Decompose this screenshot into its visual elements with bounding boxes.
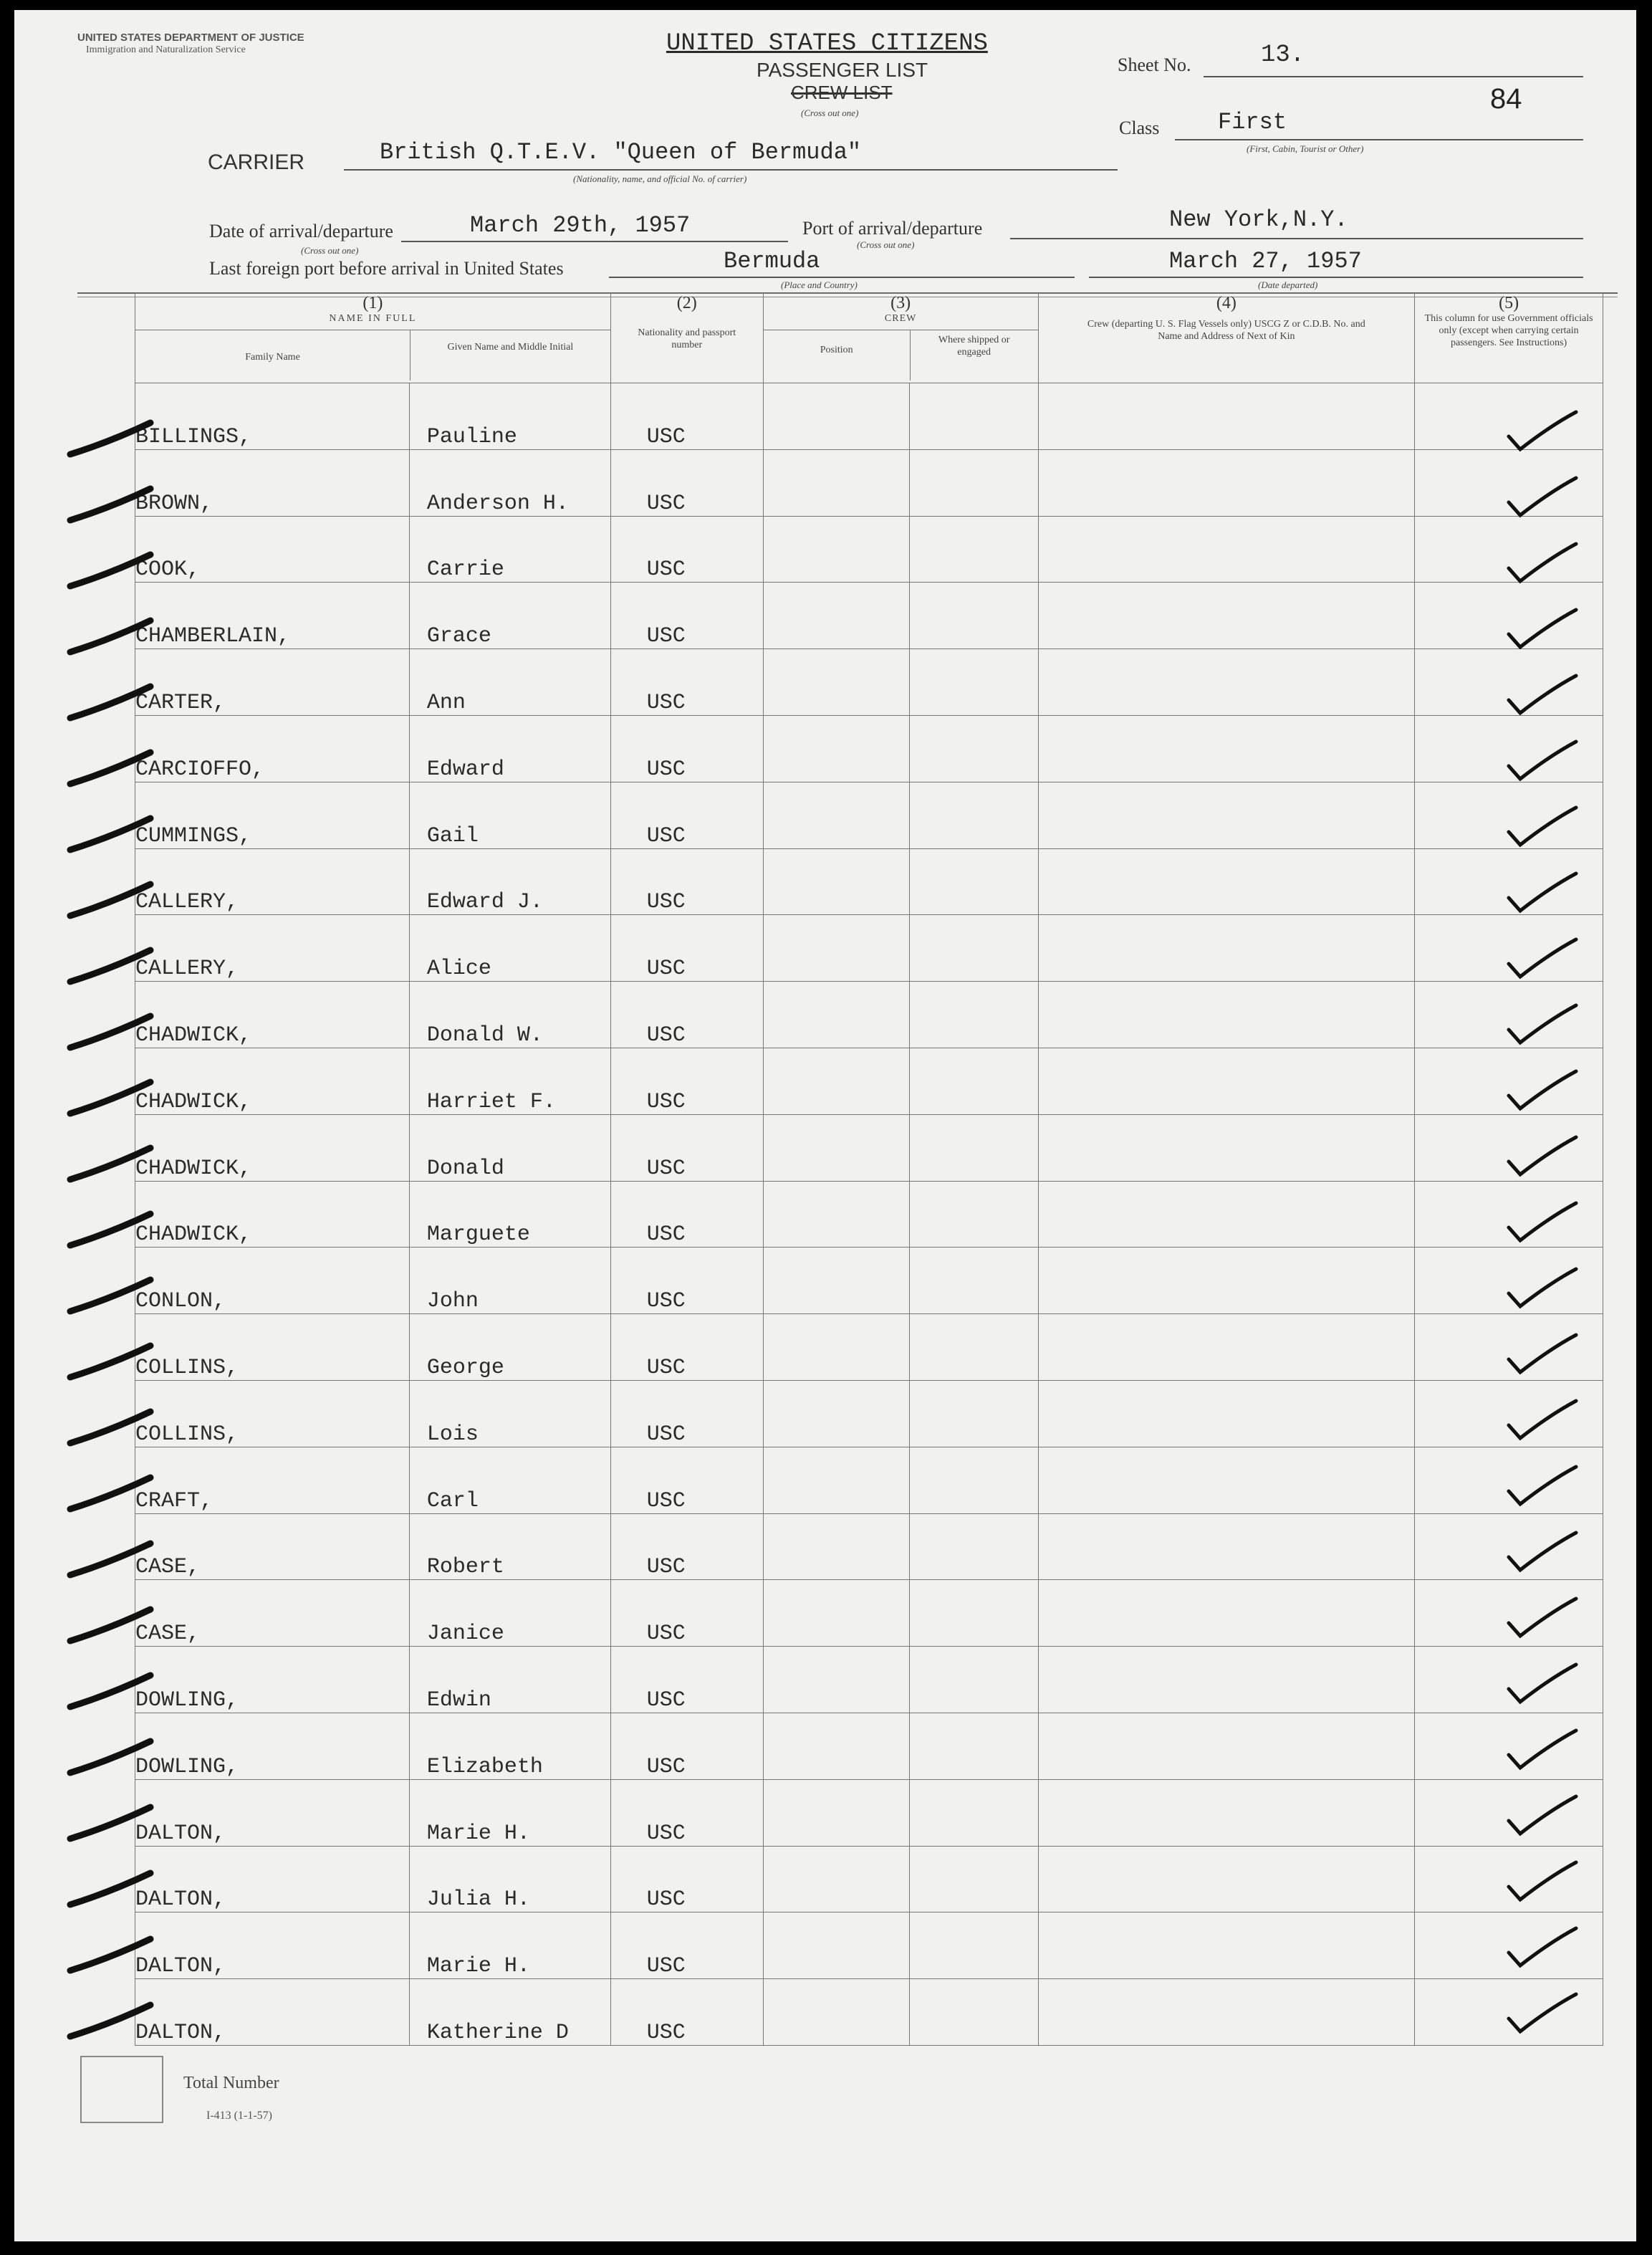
empty-cell — [909, 383, 1038, 450]
empty-cell — [909, 715, 1038, 782]
check-mark-icon — [1504, 1397, 1583, 1447]
given-name-cell: Marguete — [409, 1181, 610, 1248]
table-row — [135, 982, 1603, 1048]
empty-cell — [909, 1513, 1038, 1580]
empty-cell — [1038, 1447, 1415, 1513]
given-name-header: Given Name and Middle Initial — [447, 341, 574, 353]
last-port-label: Last foreign port before arrival in United States — [209, 258, 564, 279]
empty-cell — [909, 1580, 1038, 1647]
check-mark-icon — [1504, 1265, 1583, 1315]
margin-tick-mark — [64, 1078, 158, 1121]
check-mark-icon — [1504, 737, 1583, 787]
column-name-header: (1) NAME IN FULL Family Name Given Name and Middle Initial — [135, 294, 611, 383]
table-row — [135, 848, 1603, 915]
carrier-label: CARRIER — [208, 150, 305, 174]
given-name-cell: Julia H. — [409, 1846, 610, 1912]
empty-cell — [1038, 1713, 1415, 1779]
nationality-cell: USC — [610, 383, 763, 450]
table-row — [135, 1314, 1603, 1381]
nationality-cell: USC — [610, 1580, 763, 1647]
empty-cell — [763, 1248, 909, 1314]
margin-tick-mark — [64, 1144, 158, 1187]
table-row — [135, 516, 1603, 583]
column-crew-kin-header: (4) Crew (departing U. S. Flag Vessels only) USCG Z or C.D.B. No. and Name and Address of Next of Kin — [1038, 294, 1415, 383]
empty-cell — [1038, 583, 1415, 649]
given-name-cell: Janice — [409, 1580, 610, 1647]
empty-cell — [763, 1846, 909, 1912]
empty-cell — [909, 449, 1038, 516]
margin-tick-mark — [64, 880, 158, 923]
family-name-cell: CRAFT, — [135, 1447, 410, 1513]
empty-cell — [909, 982, 1038, 1048]
empty-cell — [909, 1713, 1038, 1779]
empty-cell — [763, 449, 909, 516]
given-name-cell: Katherine D — [409, 1979, 610, 2046]
family-name-cell: BROWN, — [135, 449, 410, 516]
check-mark-icon — [1504, 1594, 1583, 1644]
margin-tick-mark — [64, 814, 158, 857]
family-name-cell: DALTON, — [135, 1846, 410, 1912]
empty-cell — [909, 1114, 1038, 1181]
margin-tick-mark — [64, 1605, 158, 1648]
empty-cell — [1038, 649, 1415, 716]
empty-cell — [763, 516, 909, 583]
given-name-cell: Alice — [409, 915, 610, 982]
table-row — [135, 1713, 1603, 1779]
empty-cell — [1038, 1380, 1415, 1447]
given-name-cell: Edward J. — [409, 848, 610, 915]
arrival-cross-note: (Cross out one) — [301, 245, 359, 256]
margin-tick-mark — [64, 484, 158, 527]
nationality-cell: USC — [610, 1048, 763, 1114]
table-row — [135, 383, 1603, 450]
given-name-cell: Gail — [409, 782, 610, 848]
nationality-cell: USC — [610, 848, 763, 915]
margin-tick-mark — [64, 946, 158, 989]
family-name-cell: DOWLING, — [135, 1713, 410, 1779]
nationality-cell: USC — [610, 982, 763, 1048]
check-mark-icon — [1504, 1199, 1583, 1249]
empty-cell — [763, 1912, 909, 1979]
empty-cell — [1038, 1580, 1415, 1647]
empty-cell — [763, 1114, 909, 1181]
empty-cell — [1038, 1513, 1415, 1580]
empty-cell — [909, 516, 1038, 583]
carrier-hint: (Nationality, name, and official No. of carrier) — [573, 173, 747, 184]
empty-cell — [763, 1314, 909, 1381]
check-mark-icon — [1504, 605, 1583, 656]
nationality-cell: USC — [610, 516, 763, 583]
check-mark-icon — [1504, 935, 1583, 985]
form-number: I-413 (1-1-57) — [206, 2110, 272, 2122]
empty-cell — [1038, 1181, 1415, 1248]
empty-cell — [1038, 449, 1415, 516]
class-label: Class — [1119, 118, 1160, 138]
margin-tick-mark — [64, 1803, 158, 1846]
margin-tick-mark — [64, 1341, 158, 1384]
empty-cell — [909, 1779, 1038, 1846]
margin-tick-mark — [64, 616, 158, 659]
table-row — [135, 1979, 1603, 2046]
given-name-cell: George — [409, 1314, 610, 1381]
empty-cell — [909, 1447, 1038, 1513]
sheet-number: 13. — [1261, 42, 1305, 69]
empty-cell — [763, 649, 909, 716]
nationality-cell: USC — [610, 782, 763, 848]
empty-cell — [763, 1713, 909, 1779]
empty-cell — [1038, 915, 1415, 982]
page-number: 84 — [1490, 83, 1522, 115]
nationality-cell: USC — [610, 915, 763, 982]
empty-cell — [909, 1248, 1038, 1314]
empty-cell — [1038, 1647, 1415, 1713]
table-row — [135, 1647, 1603, 1713]
port-label: Port of arrival/departure — [802, 218, 983, 239]
empty-cell — [909, 1314, 1038, 1381]
nationality-cell: USC — [610, 649, 763, 716]
table-row — [135, 915, 1603, 982]
port-value: New York,N.Y. — [1169, 206, 1348, 233]
empty-cell — [763, 1447, 909, 1513]
empty-cell — [909, 1647, 1038, 1713]
empty-cell — [763, 583, 909, 649]
family-name-cell: CONLON, — [135, 1248, 410, 1314]
check-mark-icon — [1504, 1133, 1583, 1183]
empty-cell — [1038, 1314, 1415, 1381]
nationality-cell: USC — [610, 1846, 763, 1912]
family-name-cell: CHADWICK, — [135, 1181, 410, 1248]
empty-cell — [909, 782, 1038, 848]
check-mark-icon — [1504, 1726, 1583, 1776]
given-name-cell: Donald — [409, 1114, 610, 1181]
empty-cell — [1038, 383, 1415, 450]
nationality-cell: USC — [610, 1447, 763, 1513]
passenger-list-document — [14, 10, 1636, 2241]
table-row — [135, 1580, 1603, 1647]
family-name-cell: COOK, — [135, 516, 410, 583]
family-name-cell: CHADWICK, — [135, 1048, 410, 1114]
empty-cell — [909, 1181, 1038, 1248]
empty-cell — [909, 1846, 1038, 1912]
given-name-cell: John — [409, 1248, 610, 1314]
agency-line-2: Immigration and Naturalization Service — [86, 44, 246, 55]
date-departed-hint: (Date departed) — [1258, 279, 1318, 290]
given-name-cell: Lois — [409, 1380, 610, 1447]
form-subtitle: PASSENGER LIST — [757, 59, 928, 81]
given-name-cell: Carrie — [409, 516, 610, 583]
family-name-cell: CALLERY, — [135, 915, 410, 982]
family-name-cell: CHADWICK, — [135, 1114, 410, 1181]
passenger-table — [135, 293, 1603, 2046]
empty-cell — [763, 915, 909, 982]
given-name-cell: Harriet F. — [409, 1048, 610, 1114]
carrier-value: British Q.T.E.V. "Queen of Bermuda" — [380, 139, 862, 166]
check-mark-icon — [1504, 1858, 1583, 1908]
check-mark-icon — [1504, 1792, 1583, 1842]
given-name-cell: Grace — [409, 583, 610, 649]
column-nationality-header: (2) Nationality and passport number — [610, 294, 763, 383]
empty-cell — [1038, 982, 1415, 1048]
empty-cell — [763, 715, 909, 782]
empty-cell — [763, 1048, 909, 1114]
margin-tick-mark — [64, 1210, 158, 1253]
empty-cell — [1038, 1248, 1415, 1314]
margin-tick-mark — [64, 1407, 158, 1450]
empty-cell — [763, 1779, 909, 1846]
table-row — [135, 1380, 1603, 1447]
empty-cell — [1038, 848, 1415, 915]
table-row — [135, 1181, 1603, 1248]
margin-tick-mark — [64, 1473, 158, 1516]
nationality-cell: USC — [610, 1713, 763, 1779]
empty-cell — [909, 1380, 1038, 1447]
port-cross-note: (Cross out one) — [857, 239, 915, 250]
nationality-cell: USC — [610, 1181, 763, 1248]
last-port-value: Bermuda — [724, 248, 820, 274]
empty-cell — [909, 1048, 1038, 1114]
table-row — [135, 1513, 1603, 1580]
given-name-cell: Robert — [409, 1513, 610, 1580]
empty-cell — [763, 1979, 909, 2046]
agency-line-1: UNITED STATES DEPARTMENT OF JUSTICE — [77, 32, 304, 44]
margin-tick-mark — [64, 2001, 158, 2044]
check-mark-icon — [1504, 869, 1583, 919]
class-hint: (First, Cabin, Tourist or Other) — [1247, 143, 1364, 154]
check-mark-icon — [1504, 671, 1583, 722]
margin-tick-mark — [64, 1935, 158, 1978]
empty-cell — [1038, 1846, 1415, 1912]
empty-cell — [1038, 715, 1415, 782]
check-mark-icon — [1504, 1001, 1583, 1051]
check-mark-icon — [1504, 408, 1583, 458]
nationality-cell: USC — [610, 583, 763, 649]
family-name-cell: CUMMINGS, — [135, 782, 410, 848]
empty-cell — [763, 982, 909, 1048]
nationality-cell: USC — [610, 1114, 763, 1181]
empty-cell — [1038, 1912, 1415, 1979]
nationality-cell: USC — [610, 1979, 763, 2046]
table-row — [135, 1114, 1603, 1181]
margin-tick-mark — [64, 1671, 158, 1714]
empty-cell — [763, 1647, 909, 1713]
table-row — [135, 1048, 1603, 1114]
empty-cell — [1038, 1048, 1415, 1114]
family-name-cell: DOWLING, — [135, 1647, 410, 1713]
given-name-cell: Marie H. — [409, 1779, 610, 1846]
check-mark-icon — [1504, 803, 1583, 853]
table-row — [135, 1779, 1603, 1846]
margin-tick-mark — [64, 682, 158, 725]
check-mark-icon — [1504, 1528, 1583, 1579]
crossed-out-option: CREW LIST — [791, 82, 893, 103]
nationality-cell: USC — [610, 449, 763, 516]
table-row — [135, 583, 1603, 649]
check-mark-icon — [1504, 1331, 1583, 1381]
table-row — [135, 1912, 1603, 1979]
given-name-cell: Edwin — [409, 1647, 610, 1713]
empty-cell — [1038, 782, 1415, 848]
family-name-cell: CHAMBERLAIN, — [135, 583, 410, 649]
table-row — [135, 1846, 1603, 1912]
nationality-cell: USC — [610, 1779, 763, 1846]
family-name-cell: CARCIOFFO, — [135, 715, 410, 782]
column-crew-header: (3) CREW Position Where shipped or engaged — [763, 294, 1038, 383]
arrival-date-label: Date of arrival/departure — [209, 221, 393, 241]
family-name-header: Family Name — [135, 330, 410, 380]
given-name-cell: Edward — [409, 715, 610, 782]
cross-out-note: (Cross out one) — [801, 107, 859, 118]
empty-cell — [909, 1912, 1038, 1979]
position-header: Position — [764, 330, 911, 380]
check-mark-icon — [1504, 1990, 1583, 2040]
family-name-cell: CASE, — [135, 1580, 410, 1647]
table-row — [135, 715, 1603, 782]
column-official-use-header: (5) This column for use Government officials only (except when carrying certain passengers. See Instructions) — [1415, 294, 1603, 383]
check-mark-icon — [1504, 1067, 1583, 1117]
empty-cell — [763, 1181, 909, 1248]
given-name-cell: Marie H. — [409, 1912, 610, 1979]
margin-tick-mark — [64, 748, 158, 791]
given-name-cell: Carl — [409, 1447, 610, 1513]
total-number-box — [80, 2056, 163, 2123]
empty-cell — [763, 848, 909, 915]
table-row — [135, 1248, 1603, 1314]
empty-cell — [909, 649, 1038, 716]
check-mark-icon — [1504, 474, 1583, 524]
family-name-cell: BILLINGS, — [135, 383, 410, 450]
empty-cell — [763, 1380, 909, 1447]
empty-cell — [763, 782, 909, 848]
family-name-cell: DALTON, — [135, 1779, 410, 1846]
empty-cell — [1038, 516, 1415, 583]
check-mark-icon — [1504, 1462, 1583, 1513]
date-departed-value: March 27, 1957 — [1169, 248, 1362, 274]
empty-cell — [1038, 1779, 1415, 1846]
nationality-cell: USC — [610, 1647, 763, 1713]
family-name-cell: CHADWICK, — [135, 982, 410, 1048]
margin-tick-mark — [64, 1869, 158, 1912]
nationality-cell: USC — [610, 715, 763, 782]
given-name-cell: Ann — [409, 649, 610, 716]
given-name-cell: Anderson H. — [409, 449, 610, 516]
family-name-cell: COLLINS, — [135, 1380, 410, 1447]
family-name-cell: DALTON, — [135, 1979, 410, 2046]
table-row — [135, 1447, 1603, 1513]
check-mark-icon — [1504, 1924, 1583, 1974]
family-name-cell: CASE, — [135, 1513, 410, 1580]
empty-cell — [909, 583, 1038, 649]
nationality-cell: USC — [610, 1248, 763, 1314]
nationality-cell: USC — [610, 1380, 763, 1447]
table-row — [135, 782, 1603, 848]
given-name-cell: Donald W. — [409, 982, 610, 1048]
check-mark-icon — [1504, 540, 1583, 590]
margin-tick-mark — [64, 418, 158, 461]
empty-cell — [909, 1979, 1038, 2046]
margin-tick-mark — [64, 550, 158, 593]
empty-cell — [909, 915, 1038, 982]
nationality-cell: USC — [610, 1314, 763, 1381]
margin-tick-mark — [64, 1012, 158, 1055]
last-port-hint: (Place and Country) — [781, 279, 858, 290]
family-name-cell: DALTON, — [135, 1912, 410, 1979]
arrival-date-value: March 29th, 1957 — [470, 212, 691, 239]
empty-cell — [1038, 1979, 1415, 2046]
check-mark-icon — [1504, 1660, 1583, 1710]
margin-tick-mark — [64, 1275, 158, 1318]
empty-cell — [909, 848, 1038, 915]
family-name-cell: CARTER, — [135, 649, 410, 716]
table-row — [135, 649, 1603, 716]
sheet-label: Sheet No. — [1118, 54, 1191, 75]
family-name-cell: CALLERY, — [135, 848, 410, 915]
nationality-cell: USC — [610, 1912, 763, 1979]
empty-cell — [1038, 1114, 1415, 1181]
total-number-label: Total Number — [183, 2074, 279, 2092]
class-value: First — [1218, 109, 1287, 135]
empty-cell — [763, 1580, 909, 1647]
table-row — [135, 449, 1603, 516]
empty-cell — [763, 1513, 909, 1580]
family-name-cell: COLLINS, — [135, 1314, 410, 1381]
empty-cell — [763, 383, 909, 450]
form-title: UNITED STATES CITIZENS — [666, 30, 988, 57]
margin-tick-mark — [64, 1539, 158, 1582]
given-name-cell: Pauline — [409, 383, 610, 450]
given-name-cell: Elizabeth — [409, 1713, 610, 1779]
where-shipped-header: Where shipped or engaged — [938, 334, 1010, 358]
nationality-cell: USC — [610, 1513, 763, 1580]
margin-tick-mark — [64, 1737, 158, 1780]
